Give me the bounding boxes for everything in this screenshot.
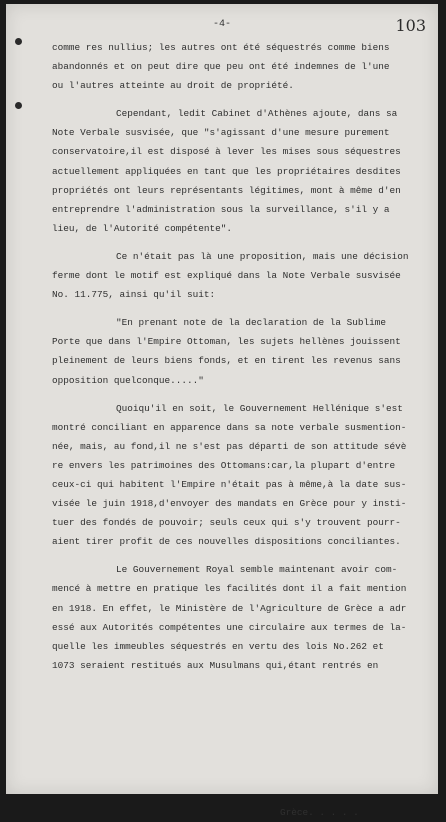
- text-line: Porte que dans l'Empire Ottoman, les sujets hellènes jouissent: [52, 336, 401, 348]
- text-line: Ce n'était pas là une proposition, mais une décision: [116, 250, 409, 262]
- page-marker: -4-: [212, 19, 231, 30]
- text-line: visée le juin 1918,d'envoyer des mandats en Grèce pour y insti-: [52, 498, 407, 510]
- text-line: en 1918. En effet, le Ministère de l'Agriculture de Grèce a adr: [52, 602, 407, 614]
- text-line: re envers les patrimoines des Ottomans:car,la plupart d'entre: [52, 459, 396, 471]
- text-line: née, mais, au fond,il ne s'est pas départi de son attitude sévè: [52, 440, 407, 452]
- text-line: ou l'autres atteinte au droit de propriété.: [52, 80, 294, 92]
- text-line: comme res nullius; les autres ont été séquestrés comme biens: [52, 42, 390, 53]
- catchword: Grèce. . . . .: [280, 806, 359, 818]
- text-line: abandonnés et on peut dire que peu ont été indemnes de l'une: [52, 61, 390, 73]
- text-line: essé aux Autorités compétentes une circulaire aux termes de la-: [52, 621, 407, 633]
- text-line: ferme dont le motif est expliqué dans la Note Verbale susvisée: [52, 270, 401, 282]
- text-line: Note Verbale susvisée, que "s'agissant d'une mesure purement: [52, 127, 390, 139]
- text-line: Quoiqu'il en soit, le Gouvernement Hellénique s'est: [116, 402, 403, 414]
- text-line: pleinement de leurs biens fonds, et en tirent les revenus sans: [52, 355, 401, 367]
- text-line: conservatoire,il est disposé à lever les mises sous séquestres: [52, 146, 401, 158]
- text-line: propriétés ont leurs représentants légitimes, mont à même d'en: [52, 184, 401, 196]
- folio-number: 103: [395, 16, 426, 35]
- text-line: lieu, de l'Autorité compétente".: [52, 222, 233, 234]
- text-line: ceux-ci qui habitent l'Empire n'était pas à même,à la date sus-: [52, 478, 407, 490]
- text-line: entreprendre l'administration sous la surveillance, s'il y a: [52, 203, 390, 215]
- punch-hole: [15, 38, 22, 45]
- text-line: quelle les immeubles séquestrés en vertu des lois No.262 et: [52, 640, 384, 652]
- punch-hole: [15, 102, 22, 109]
- text-line: tuer des fondés de pouvoir; seuls ceux qui s'y trouvent pourr-: [52, 517, 401, 529]
- document-page: [6, 4, 438, 818]
- text-line: Cependant, ledit Cabinet d'Athènes ajoute, dans sa: [116, 108, 398, 120]
- text-line: "En prenant note de la declaration de la Sublime: [116, 317, 387, 329]
- text-line: actuellement appliquées en tant que les propriétaires desdites: [52, 165, 401, 177]
- text-line: aient tirer profit de ces nouvelles dispositions conciliantes.: [52, 536, 401, 548]
- typed-text-body: [52, 38, 430, 822]
- text-line: mencé à mettre en pratique les facilités dont il a fait mention: [52, 583, 407, 595]
- text-line: No. 11.775, ainsi qu'il suit:: [52, 289, 216, 301]
- text-line: montré conciliant en apparence dans sa note verbale susmention-: [52, 421, 407, 433]
- text-line: opposition quelconque.....": [52, 374, 204, 386]
- text-line: Le Gouvernement Royal semble maintenant avoir com-: [116, 564, 398, 576]
- text-line: 1073 seraient restitués aux Musulmans qui,étant rentrés en: [52, 659, 379, 671]
